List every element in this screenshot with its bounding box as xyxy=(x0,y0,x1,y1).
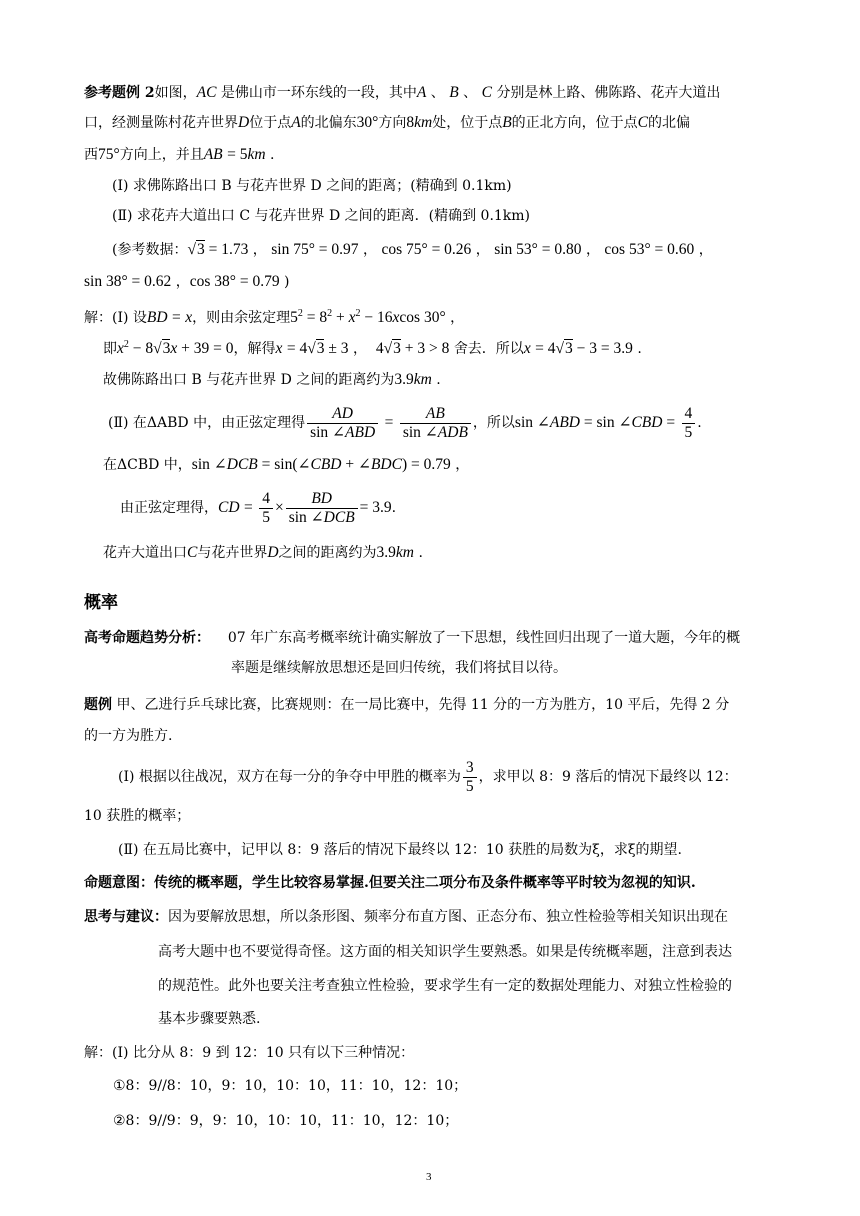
advice-line-1: 思考与建议：因为要解放思想，所以条形图、频率分布直方图、正态分布、独立性检验等相关知识出现在 xyxy=(84,909,728,925)
case-1: ①8：9//8：10，9：10，10：10，11：10，12：10； xyxy=(113,1078,468,1094)
question-1: (Ⅰ) 求佛陈路出口 B 与花卉世界 D 之间的距离；(精确到 0.1km) xyxy=(112,178,512,194)
trend-line-1: 高考命题趋势分析： 07 年广东高考概率统计确实解放了一下思想，线性回归出现了一道大题，今年的概 xyxy=(84,630,741,646)
solution-line-5: 在ΔCBD 中，sin ∠DCB = sin(∠CBD + ∠BDC) = 0.79 ， xyxy=(103,456,470,473)
example2-line-2: 口，经测量陈村花卉世界D位于点A的北偏东30°方向8km处，位于点B的正北方向，位于点C的北偏 xyxy=(84,114,691,131)
page-number: 3 xyxy=(426,1171,432,1183)
prob-question-1-cont: 10 获胜的概率； xyxy=(84,808,191,824)
prob-question-1: (Ⅰ) 根据以往战况，双方在每一分的争夺中甲胜的概率为 $\frac{3}{5}$ ，求甲以 8：9 落后的情况下最终以 12： xyxy=(118,758,738,795)
advice-line-4: 基本步骤要熟悉. xyxy=(158,1011,261,1027)
reference-data-line-1: (参考数据：√3 = 1.73 ， sin 75° = 0.97 ， cos 75° = 0.26 ， sin 53° = 0.80 ， cos 53° = 0.60 ， xyxy=(112,241,713,258)
solution-line-3: 故佛陈路出口 B 与花卉世界 D 之间的距离约为3.9km . xyxy=(103,371,441,388)
trend-label: 高考命题趋势分析： xyxy=(84,630,210,646)
intent-label: 命题意图： xyxy=(84,875,154,891)
intent-line: 命题意图：传统的概率题，学生比较容易掌握.但要关注二项分布及条件概率等平时较为忽视的知识. xyxy=(84,875,696,891)
trend-line-2: 率题是继续解放思想还是回归传统，我们将拭目以待。 xyxy=(231,660,567,676)
solution-line-4: (Ⅱ) 在ΔABD 中，由正弦定理得 $\frac{AD}{\text{sin ∠ABD}}$ = $\frac{AB}{\text{sin ∠ADB}}$ ，所以sin ∠ABD = sin ∠CBD = $\frac{4}{5}$ . xyxy=(108,404,702,441)
example2-line-3: 西75°方向上，并且AB = 5km . xyxy=(84,146,275,163)
solution-line-2: 即$x^2 - 8√3x + 39 = 0$，解得x = 4√3 ± 3 ， 4√3 + 3 > 8 舍去．所以x = 4√3 − 3 = 3.9 . xyxy=(103,339,642,357)
example-line-2: 的一方为胜方. xyxy=(84,728,173,744)
case-2: ②8：9//9：9，9：10，10：10，11：10，12：10； xyxy=(113,1113,459,1129)
example2-line-1: 参考题例 2如图，AC 是佛山市一环东线的一段，其中A 、 B 、 C 分别是林上路、佛陈路、花卉大道出 xyxy=(84,84,721,101)
example2-label: 参考题例 2 xyxy=(84,85,155,101)
prob-question-2: (Ⅱ) 在五局比赛中，记甲以 8：9 落后的情况下最终以 12：10 获胜的局数为ξ，求ξ的期望. xyxy=(118,842,683,858)
advice-label: 思考与建议： xyxy=(84,909,168,925)
example-line-1: 题例 甲、乙进行乒乓球比赛，比赛规则：在一局比赛中，先得 11 分的一方为胜方，10 平后，先得 2 分 xyxy=(84,697,730,713)
advice-line-3: 的规范性。此外也要关注考查独立性检验，要求学生有一定的数据处理能力、对独立性检验的 xyxy=(158,978,732,994)
section-title: 概率 xyxy=(84,593,118,613)
prob-solution-line-1: 解：(Ⅰ) 比分从 8：9 到 12：10 只有以下三种情况： xyxy=(84,1045,415,1061)
example-label: 题例 xyxy=(84,697,112,713)
question-2: (Ⅱ) 求花卉大道出口 C 与花卉世界 D 之间的距离．(精确到 0.1km) xyxy=(112,208,531,224)
solution-line-6: 由正弦定理得，CD = $\frac{4}{5}$ × $\frac{BD}{\text{sin ∠DCB}}$ = 3.9. xyxy=(120,489,397,526)
reference-data-line-2: sin 38° = 0.62 ，cos 38° = 0.79 ) xyxy=(84,273,290,290)
advice-line-2: 高考大题中也不要觉得奇怪。这方面的相关知识学生要熟悉。如果是传统概率题，注意到表达 xyxy=(158,944,732,960)
solution-line-7: 花卉大道出口C与花卉世界D之间的距离约为3.9km . xyxy=(103,544,423,561)
solution-line-1: 解：(Ⅰ) 设BD = x，则由余弦定理$5^2 = 8^2 + x^2 - 16xcos$ 30° ， xyxy=(84,308,465,326)
